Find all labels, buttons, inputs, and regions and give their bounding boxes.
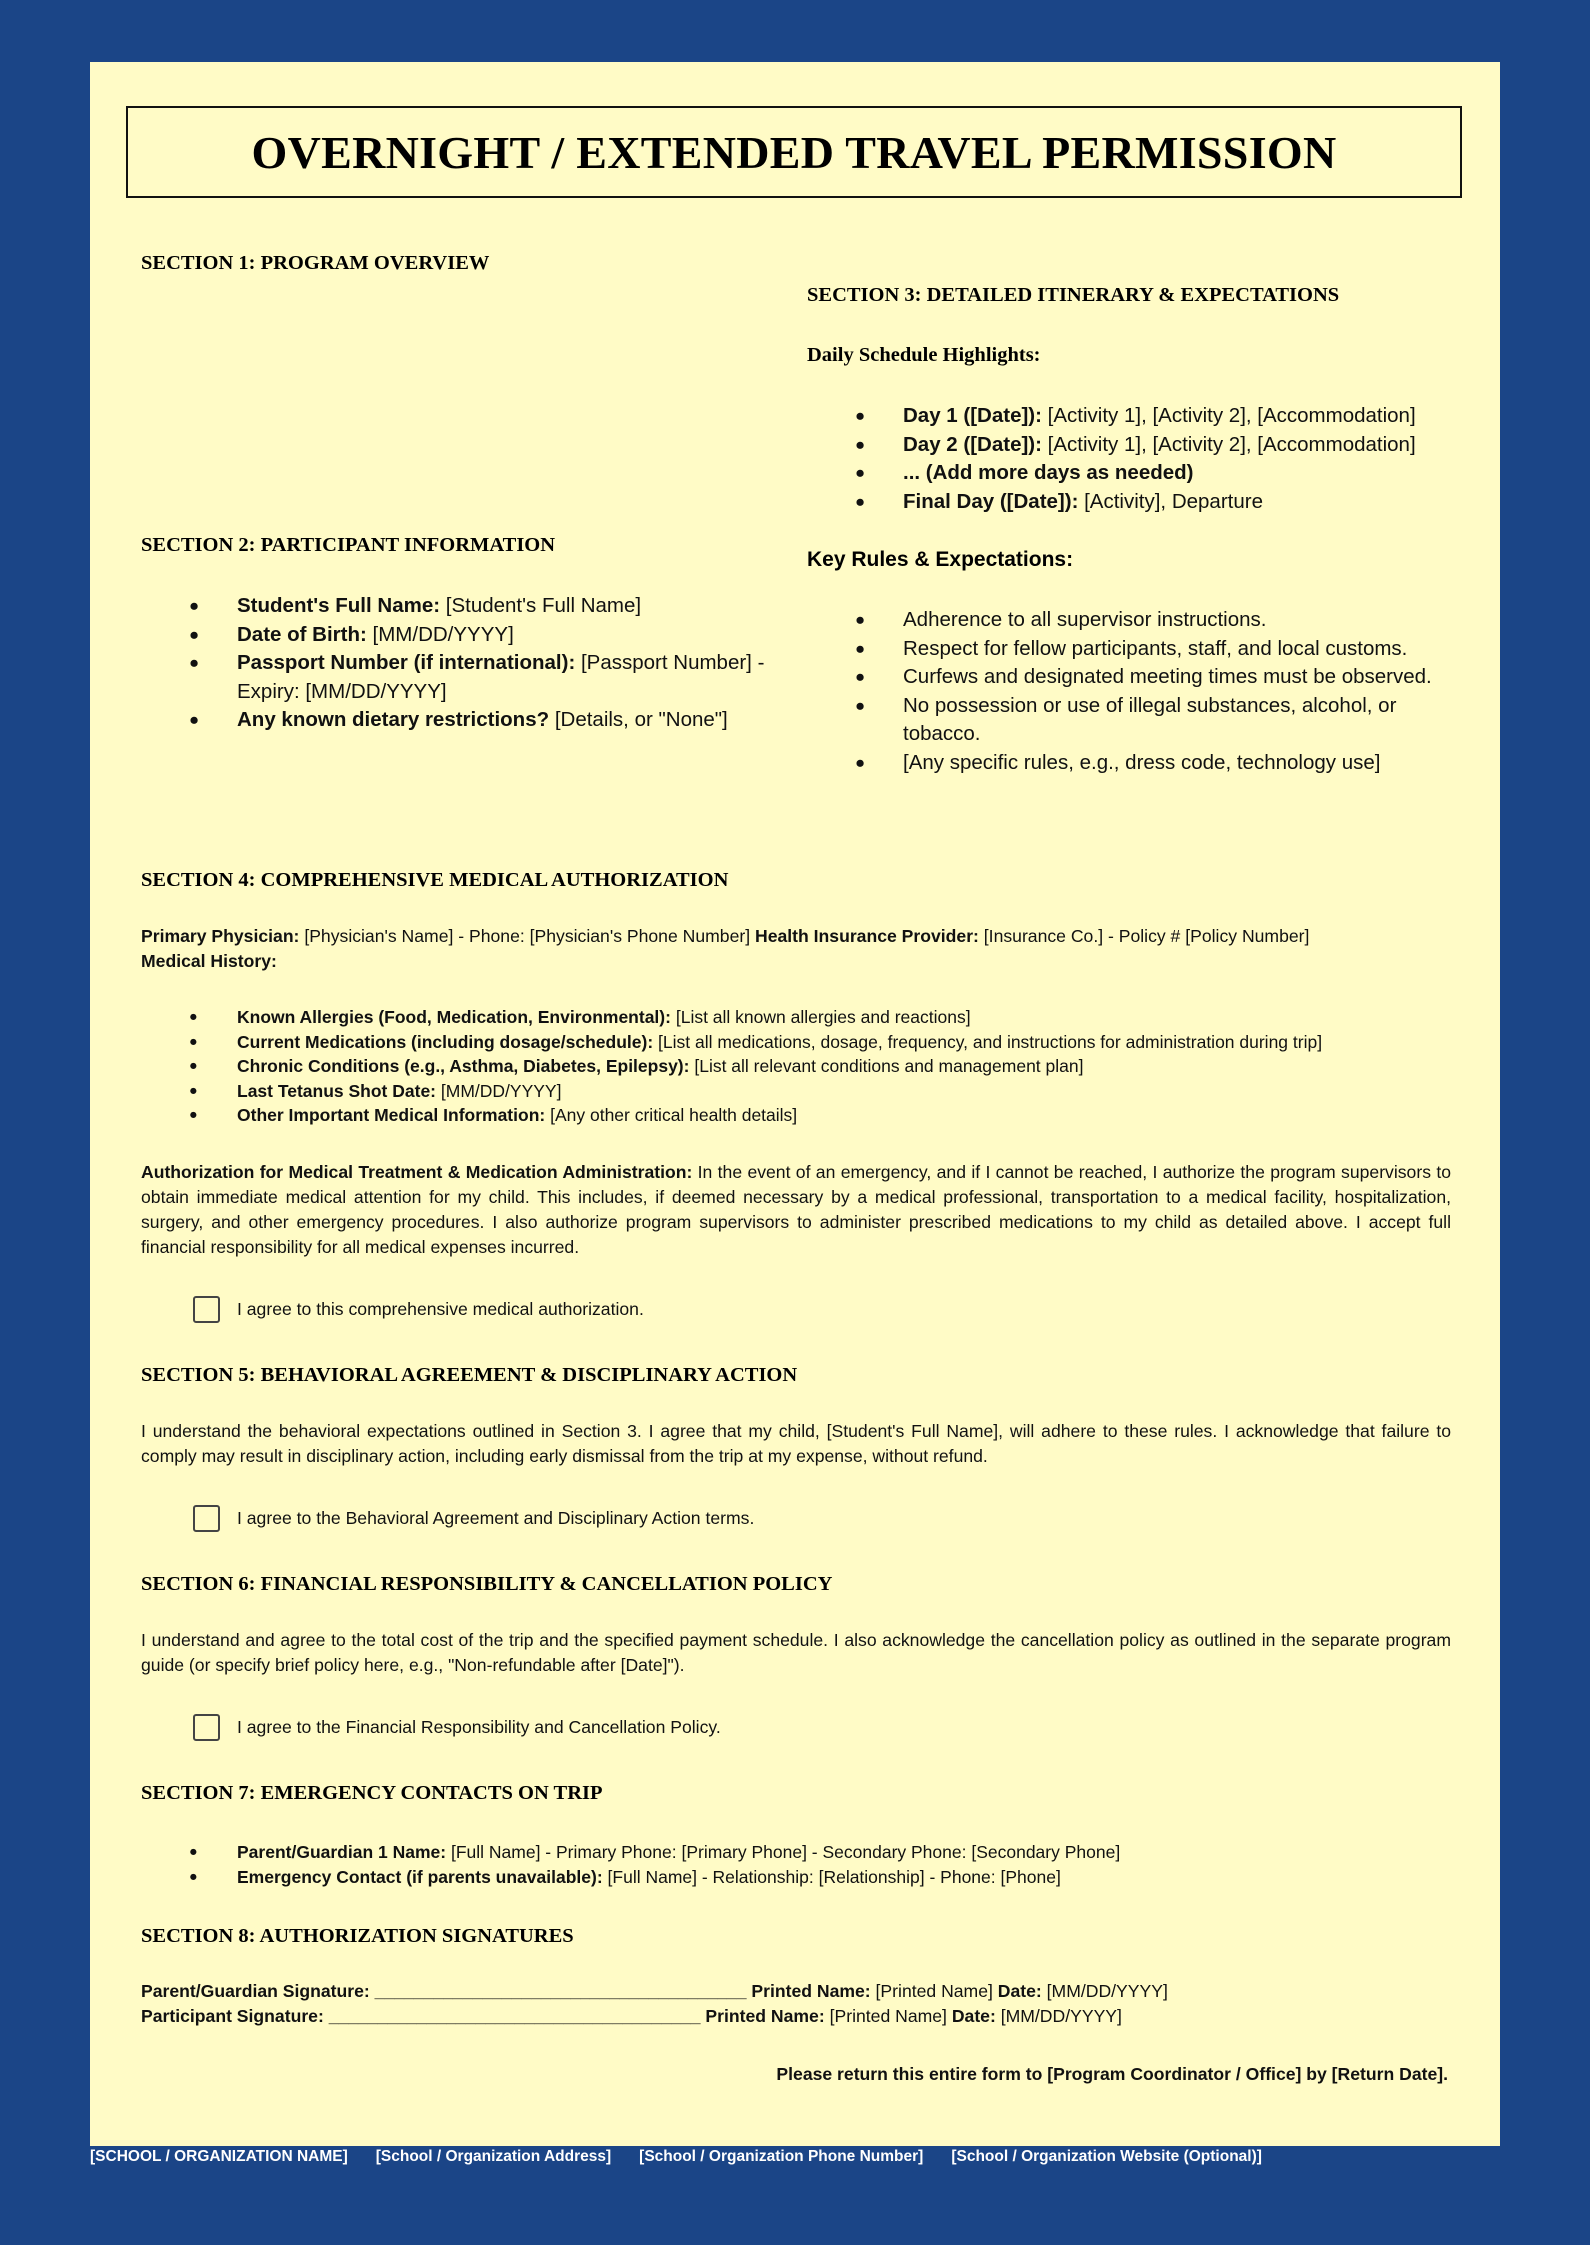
footer-address: [School / Organization Address] [375,2148,612,2165]
section8-heading: SECTION 8: AUTHORIZATION SIGNATURES [141,1925,574,1947]
behavioral-agreement-text: I understand the behavioral expectations outlined in Section 3. I agree that my child, [Student's Full Name], will adhere to these rules. I acknowledge that failure to comply may result in disciplinary action, including early dismissal from the trip at my expense, without refund. [141,1421,1451,1466]
list-item: ● Parent/Guardian 1 Name: [Full Name] - Primary Phone: [Primary Phone] - Secondary Phone: [Secondary Phone] [189,1840,1459,1865]
list-item: ● Known Allergies (Food, Medication, Environmental): [List all known allergies and reactions] [189,1005,1459,1030]
footer-phone: [School / Organization Phone Number] [639,2148,924,2165]
medical-authorization-agree[interactable] [193,1296,644,1323]
list-item: ● Last Tetanus Shot Date: [MM/DD/YYYY] [189,1079,1459,1104]
physician-info: Primary Physician: [Physician's Name] - Phone: [Physician's Phone Number] Health Insurance Provider: [Insurance Co.] - Policy # [Policy Number] Medical History: [141,926,1310,971]
footer-org-name: [SCHOOL / ORGANIZATION NAME] [90,2148,348,2165]
section1-heading: SECTION 1: PROGRAM OVERVIEW [141,252,490,274]
rules-list [855,606,1440,777]
list-item: ● Other Important Medical Information: [Any other critical health details] [189,1103,1459,1128]
checkbox-label: I agree to the Behavioral Agreement and Disciplinary Action terms. [237,1508,755,1528]
list-item: ● No possession or use of illegal substances, alcohol, or tobacco. [855,692,1440,749]
list-item: ● [Any specific rules, e.g., dress code, technology use] [855,749,1440,778]
list-item: ● Final Day ([Date]): [Activity], Departure [855,488,1475,517]
list-item: ● Curfews and designated meeting times must be observed. [855,663,1440,692]
rules-heading: Key Rules & Expectations: [807,548,1074,571]
form-page [90,62,1500,2146]
list-item: ● Passport Number (if international): [Passport Number] - Expiry: [MM/DD/YYYY] [189,649,789,706]
emergency-contacts-list [189,1840,1459,1889]
participant-info-list [189,592,789,735]
list-item: ● Day 2 ([Date]): [Activity 1], [Activity 2], [Accommodation] [855,431,1475,460]
form-title: OVERNIGHT / EXTENDED TRAVEL PERMISSION [251,126,1337,178]
section5-heading: SECTION 5: BEHAVIORAL AGREEMENT & DISCIPLINARY ACTION [141,1364,798,1386]
list-item: ● Student's Full Name: [Student's Full Name] [189,592,789,621]
financial-responsibility-text: I understand and agree to the total cost of the trip and the specified payment schedule. I also acknowledge the cancellation policy as outlined in the separate program guide (or specify brief policy here, e.g., "Non-refundable after [Date]"). [141,1630,1451,1675]
schedule-heading: Daily Schedule Highlights: [807,344,1041,366]
schedule-list [855,402,1475,516]
checkbox-label: I agree to this comprehensive medical authorization. [237,1299,644,1319]
list-item: ● ... (Add more days as needed) [855,459,1475,488]
list-item: ● Chronic Conditions (e.g., Asthma, Diabetes, Epilepsy): [List all relevant conditions and management plan] [189,1054,1459,1079]
list-item: ● Adherence to all supervisor instructions. [855,606,1440,635]
behavioral-agreement-checkbox[interactable] [193,1505,220,1532]
title-box [126,106,1462,198]
parent-signature-line[interactable]: Parent/Guardian Signature: ______________________________________ Printed Name: [Printed Name] Date: [MM/DD/YYYY] [141,1981,1168,2001]
list-item: ● Respect for fellow participants, staff, and local customs. [855,635,1440,664]
financial-responsibility-agree[interactable] [193,1714,721,1741]
medical-authorization-checkbox[interactable] [193,1296,220,1323]
financial-responsibility-checkbox[interactable] [193,1714,220,1741]
list-item: ● Current Medications (including dosage/schedule): [List all medications, dosage, frequency, and instructions for administration during trip] [189,1030,1459,1055]
section7-heading: SECTION 7: EMERGENCY CONTACTS ON TRIP [141,1782,603,1804]
list-item: ● Day 1 ([Date]): [Activity 1], [Activity 2], [Accommodation] [855,402,1475,431]
participant-signature-line[interactable]: Participant Signature: ______________________________________ Printed Name: [Printed Name] Date: [MM/DD/YYYY] [141,2006,1122,2026]
list-item: ● Date of Birth: [MM/DD/YYYY] [189,621,789,650]
behavioral-agreement-agree[interactable] [193,1505,754,1532]
list-item: ● Any known dietary restrictions? [Details, or "None"] [189,706,789,735]
section2-heading: SECTION 2: PARTICIPANT INFORMATION [141,534,556,556]
section6-heading: SECTION 6: FINANCIAL RESPONSIBILITY & CANCELLATION POLICY [141,1573,833,1595]
medical-history-list [189,1005,1459,1128]
footer-website: [School / Organization Website (Optional)] [951,2148,1262,2165]
list-item: ● Emergency Contact (if parents unavailable): [Full Name] - Relationship: [Relationship] - Phone: [Phone] [189,1865,1459,1890]
return-instructions: Please return this entire form to [Program Coordinator / Office] by [Return Date]. [776,2064,1448,2084]
checkbox-label: I agree to the Financial Responsibility and Cancellation Policy. [237,1717,721,1737]
section3-heading: SECTION 3: DETAILED ITINERARY & EXPECTATIONS [807,284,1340,306]
section4-heading: SECTION 4: COMPREHENSIVE MEDICAL AUTHORIZATION [141,869,729,891]
footer [90,2148,1290,2166]
medical-authorization-text: Authorization for Medical Treatment & Medication Administration: In the event of an emergency, and if I cannot be reached, I authorize the program supervisors to obtain immediate medical attention for my child. This includes, if deemed necessary by a medical professional, transportation to a medical facility, hospitalization, surgery, and other emergency procedures. I also authorize program supervisors to administer prescribed medications to my child as detailed above. I accept full financial responsibility for all medical expenses incurred. [141,1162,1451,1257]
